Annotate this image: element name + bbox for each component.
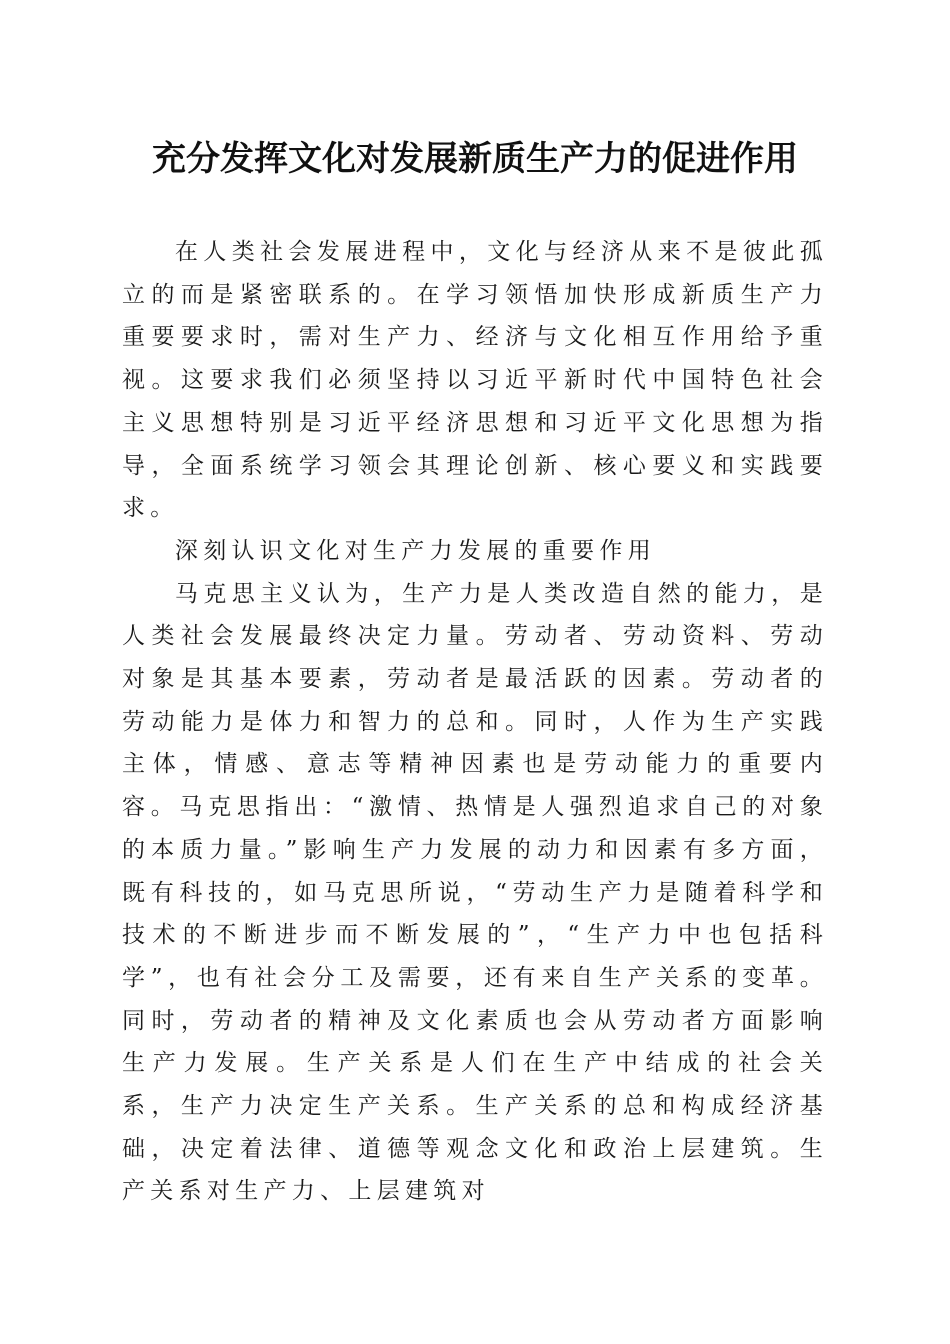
paragraph-marxism: 马克思主义认为，生产力是人类改造自然的能力，是人类社会发展最终决定力量。劳动者、劳动资料、劳动对象是其基本要素，劳动者是最活跃的因素。劳动者的劳动能力是体力和智力的总和。同时，人作为生产实践主体，情感、意志等精神因素也是劳动能力的重要内容。马克思指出：“激情、热情是人强烈追求自己的对象的本质力量。”影响生产力发展的动力和因素有多方面，既有科技的，如马克思所说，“劳动生产力是随着科学和技术的不断进步而不断发展的”，“生产力中也包括科学”，也有社会分工及需要，还有来自生产关系的变革。同时，劳动者的精神及文化素质也会从劳动者方面影响生产力发展。生产关系是人们在生产中结成的社会关系，生产力决定生产关系。生产关系的总和构成经济基础，决定着法律、道德等观念文化和政治上层建筑。生产关系对生产力、上层建筑对	[122, 580, 828, 1205]
document-title: 充分发挥文化对发展新质生产力的促进作用	[152, 139, 798, 179]
paragraph-intro: 在人类社会发展进程中，文化与经济从来不是彼此孤立的而是紧密联系的。在学习领悟加快形成新质生产力重要要求时，需对生产力、经济与文化相互作用给予重视。这要求我们必须坚持以习近平新时代中国特色社会主义思想特别是习近平经济思想和习近平文化思想为指导，全面系统学习领会其理论创新、核心要义和实践要求。	[122, 239, 828, 522]
section-heading: 深刻认识文化对生产力发展的重要作用	[174, 537, 656, 564]
document-body	[122, 231, 828, 1213]
